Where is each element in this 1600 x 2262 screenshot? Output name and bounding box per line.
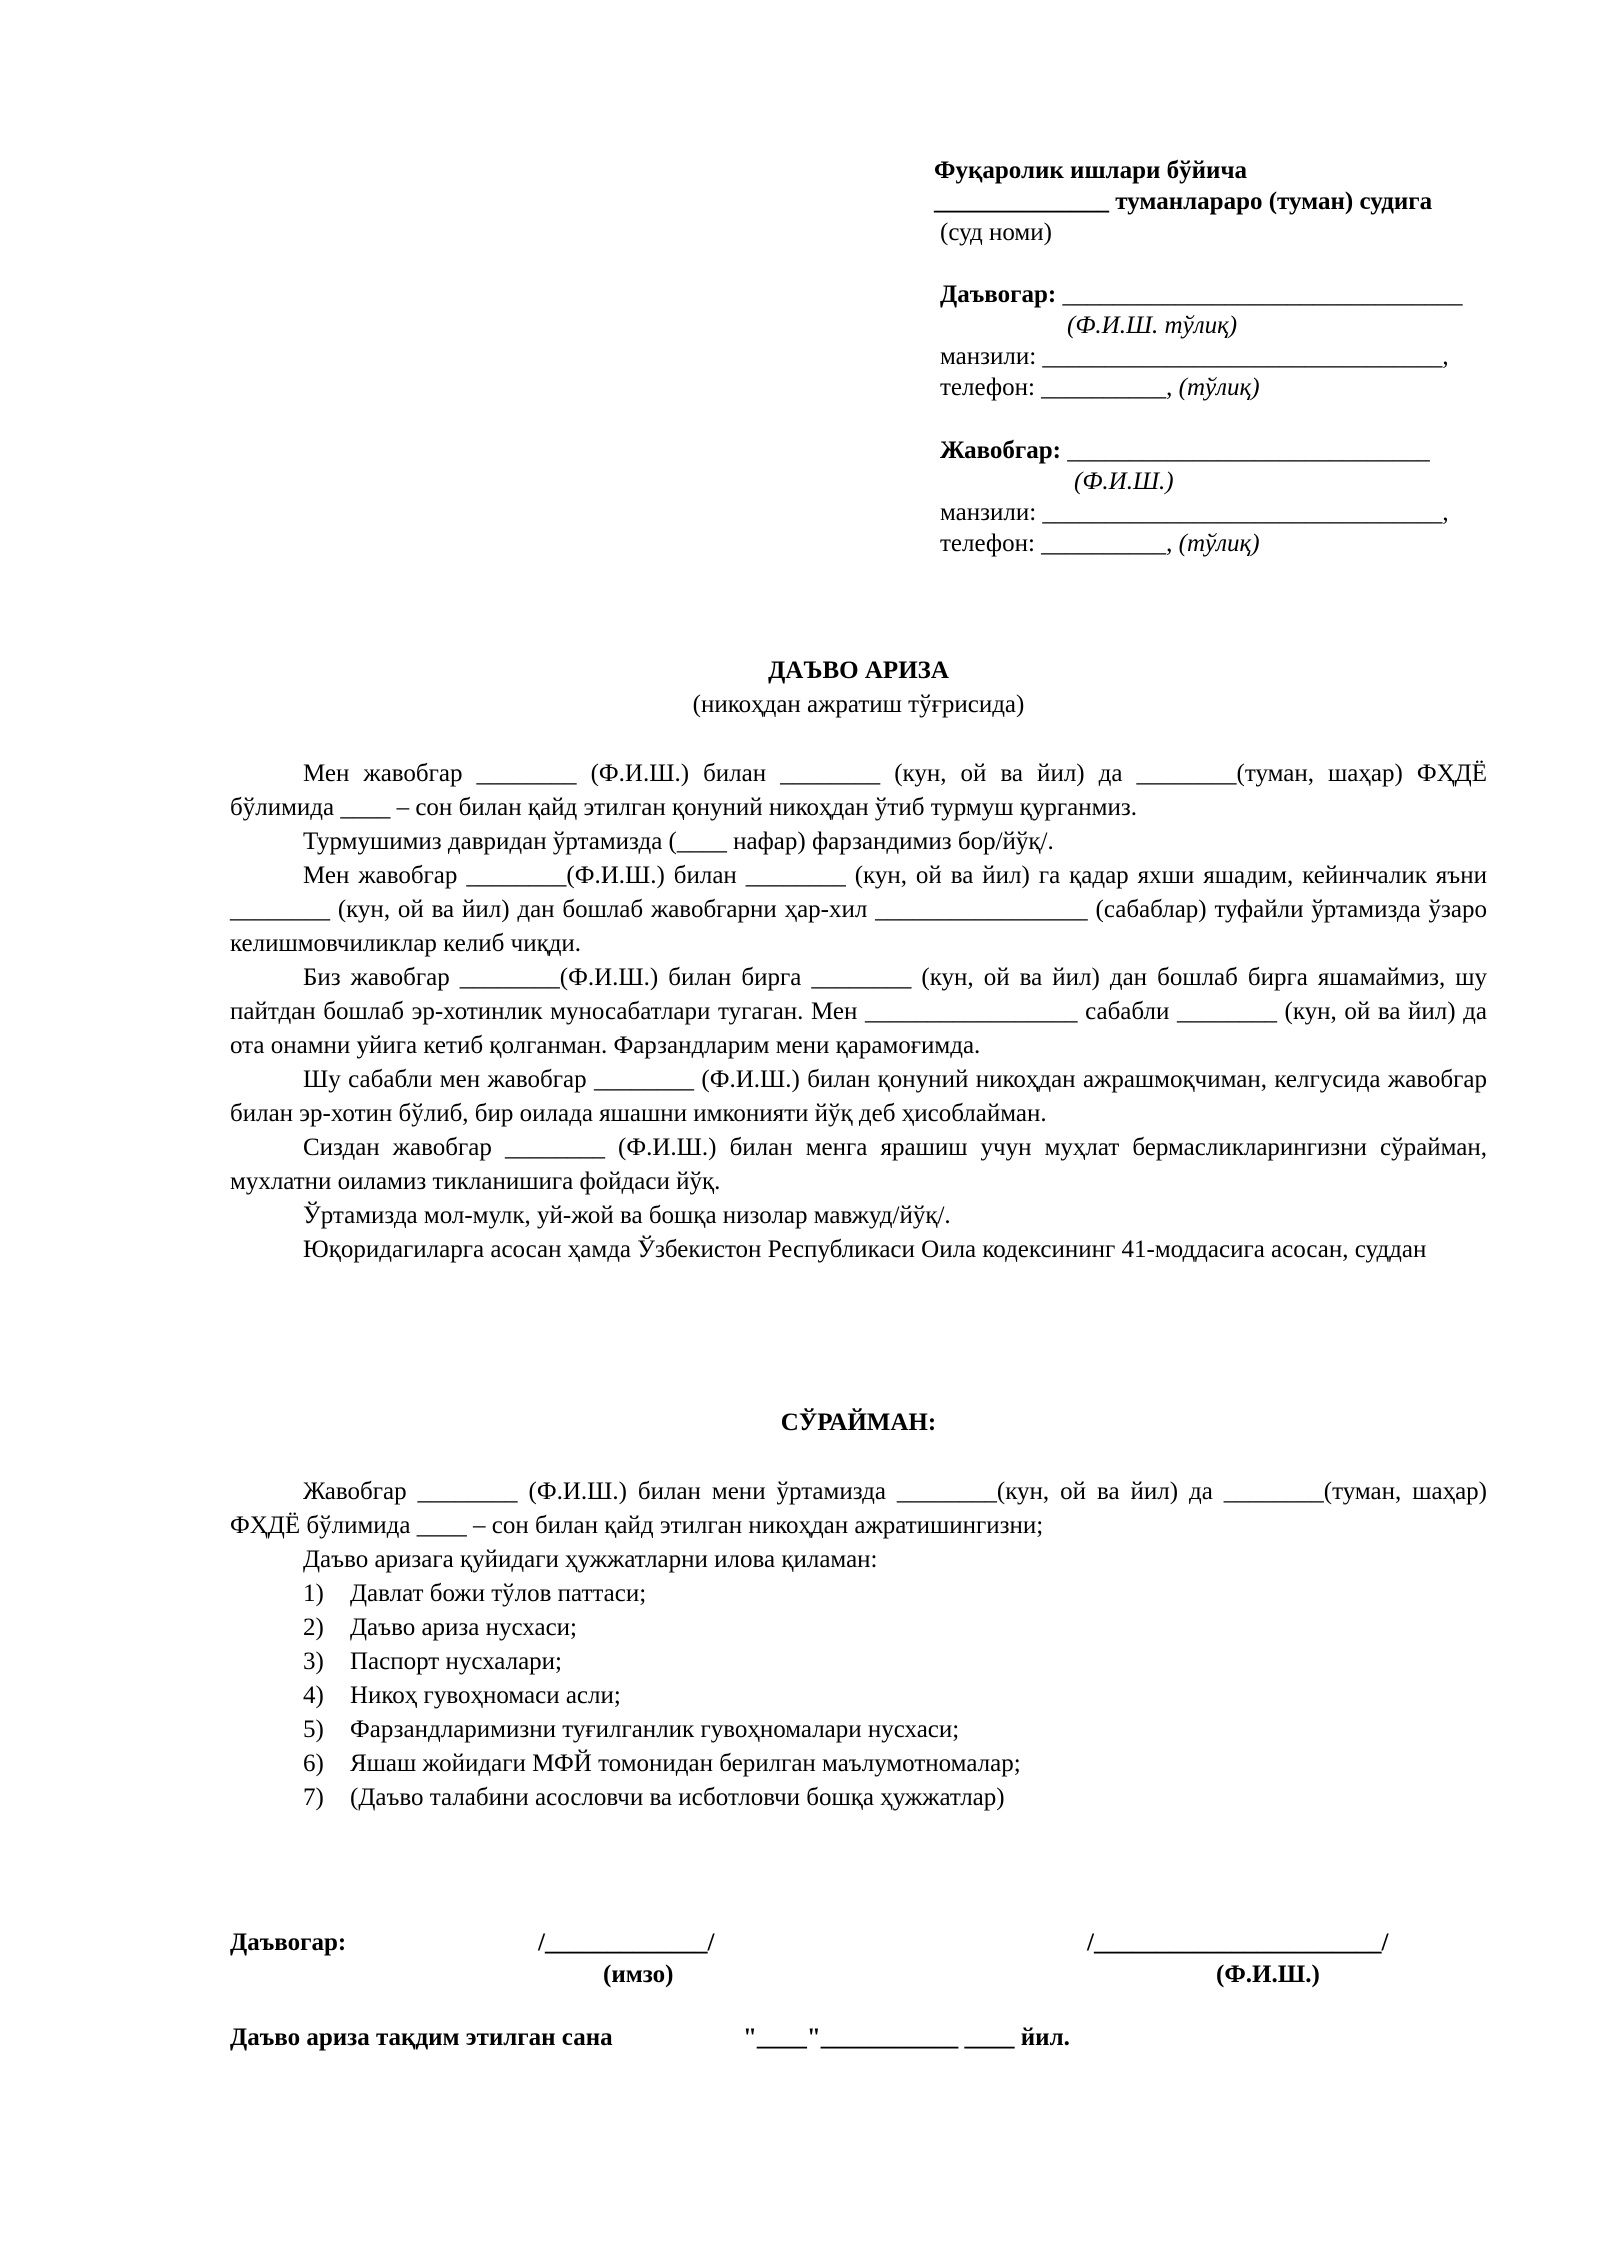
defendant-line bbox=[940, 434, 1430, 468]
defendant-phone-hint: (тўлиқ) bbox=[1178, 530, 1260, 557]
name-hint: (Ф.И.Ш.) bbox=[1216, 1961, 1320, 1988]
defendant-phone: телефон: __________, bbox=[940, 530, 1179, 557]
request-heading: СЎРАЙМАН: bbox=[780, 1409, 937, 1436]
list-item: 6) Яшаш жойидаги МФЙ томонидан берилган маълумотномалар; bbox=[303, 1750, 1021, 1777]
footer-plaintiff-label: Даъвогар: bbox=[230, 1929, 347, 1956]
plaintiff-label: Даъвогар: bbox=[940, 281, 1057, 308]
list-item: 7) (Даъво талабини асословчи ва исботловчи бошқа ҳужжатлар) bbox=[303, 1784, 1005, 1811]
plaintiff-phone-hint: (тўлиқ) bbox=[1178, 374, 1260, 401]
court-line-1: Фуқаролик ишлари бўйича bbox=[934, 157, 1248, 184]
list-item: 2) Даъво ариза нусхаси; bbox=[303, 1614, 577, 1641]
court-line-2: ______________ туманлараро (туман) судига bbox=[934, 188, 1433, 215]
plaintiff-address: манзили: ________________________________, bbox=[940, 343, 1449, 370]
defendant-address: манзили: ________________________________, bbox=[940, 499, 1449, 526]
paragraph-conflict: Мен жавобгар ________(Ф.И.Ш.) билан ________ (кун, ой ва йил) га қадар яхши яшадим, кейинчалик яъни ________ (кун, ой ва йил) дан бошлаб жавобгарни ҳар-хил _________________ (сабаблар) туфайли ўртамизда ўзаро келишмовчиликлар келиб чиқди. bbox=[230, 862, 1487, 957]
list-item: 1) Давлат божи тўлов паттаси; bbox=[303, 1580, 647, 1607]
defendant-hint: (Ф.И.Ш.) bbox=[1074, 468, 1174, 495]
attachments-intro: Даъво аризага қуйидаги ҳужжатларни илова қиламан: bbox=[303, 1546, 878, 1573]
signature-field: /_____________/ bbox=[538, 1929, 715, 1956]
document-title-block bbox=[230, 654, 1487, 722]
name-field: /_______________________/ bbox=[1087, 1929, 1389, 1956]
paragraph-separation: Биз жавобгар ________(Ф.И.Ш.) билан бирга ________ (кун, ой ва йил) дан бошлаб бирга яшамаймиз, шу пайтдан бошлаб эр-хотинлик муносабатлари тугаган. Мен _________________ сабабли ________ (кун, ой ва йил) да ота онамни уйига кетиб қолганман. Фарзандларим мени қарамоғимда. bbox=[230, 964, 1487, 1059]
paragraph-property: Ўртамизда мол-мулк, уй-жой ва бошқа низолар мавжуд/йўқ/. bbox=[303, 1202, 951, 1229]
plaintiff-name-blank: ________________________________ bbox=[1056, 281, 1463, 308]
document-subtitle: (никоҳдан ажратиш тўғрисида) bbox=[692, 691, 1025, 718]
plaintiff-phone-line bbox=[940, 371, 1260, 405]
list-item: 5) Фарзандларимизни туғилганлик гувоҳномалари нусхаси; bbox=[303, 1716, 960, 1743]
plaintiff-phone: телефон: __________, bbox=[940, 374, 1179, 401]
defendant-name-blank: _____________________________ bbox=[1061, 437, 1430, 464]
paragraph-no-reconciliation: Сиздан жавобгар ________ (Ф.И.Ш.) билан менга ярашиш учун муҳлат бермасликларингизни сўрайман, мухлатни оиламиз тикланишига фойдаси йўқ. bbox=[230, 1134, 1487, 1195]
court-name-hint: (суд номи) bbox=[940, 219, 1052, 246]
list-item: 4) Никоҳ гувоҳномаси асли; bbox=[303, 1682, 621, 1709]
paragraph-marriage: Мен жавобгар ________ (Ф.И.Ш.) билан ________ (кун, ой ва йил) да ________(туман, шаҳар) ФҲДЁ бўлимида ____ – сон билан қайд этилган қонуний никоҳдан ўтиб турмуш қурганмиз. bbox=[230, 760, 1487, 821]
defendant-phone-line bbox=[940, 527, 1260, 561]
list-item: 3) Паспорт нусхалари; bbox=[303, 1648, 562, 1675]
attachments-list bbox=[230, 1577, 1487, 1815]
paragraph-children: Турмушимиз давридан ўртамизда (____ нафар) фарзандимиз бор/йўқ/. bbox=[303, 828, 1054, 855]
date-label: Даъво ариза тақдим этилган сана bbox=[230, 2024, 613, 2051]
paragraph-legal-basis: Юқоридагиларга асосан ҳамда Ўзбекистон Республикаси Оила кодексининг 41-моддасига асосан, суддан bbox=[303, 1236, 1427, 1263]
date-field: "____"___________ ____ йил. bbox=[743, 2024, 1070, 2051]
defendant-label: Жавобгар: bbox=[940, 437, 1062, 464]
signature-hint: (имзо) bbox=[603, 1961, 674, 1988]
plaintiff-hint: (Ф.И.Ш. тўлиқ) bbox=[1067, 312, 1238, 339]
plaintiff-line bbox=[940, 278, 1462, 312]
paragraph-divorce-intent: Шу сабабли мен жавобгар ________ (Ф.И.Ш.) билан қонуний никоҳдан ажрашмоқчиман, келгусида жавобгар билан эр-хотин бўлиб, бир оилада яшашни имконияти йўқ деб ҳисоблайман. bbox=[230, 1066, 1487, 1127]
document-title: ДАЪВО АРИЗА bbox=[768, 657, 949, 684]
claim-body bbox=[230, 757, 1487, 1267]
request-paragraph: Жавобгар ________ (Ф.И.Ш.) билан мени ўртамизда ________(кун, ой ва йил) да ________(туман, шаҳар) ФҲДЁ бўлимида ____ – сон билан қайд этилган никоҳдан ажратишингизни; bbox=[230, 1478, 1487, 1539]
request-body bbox=[230, 1475, 1487, 1815]
request-heading-block bbox=[230, 1406, 1487, 1440]
